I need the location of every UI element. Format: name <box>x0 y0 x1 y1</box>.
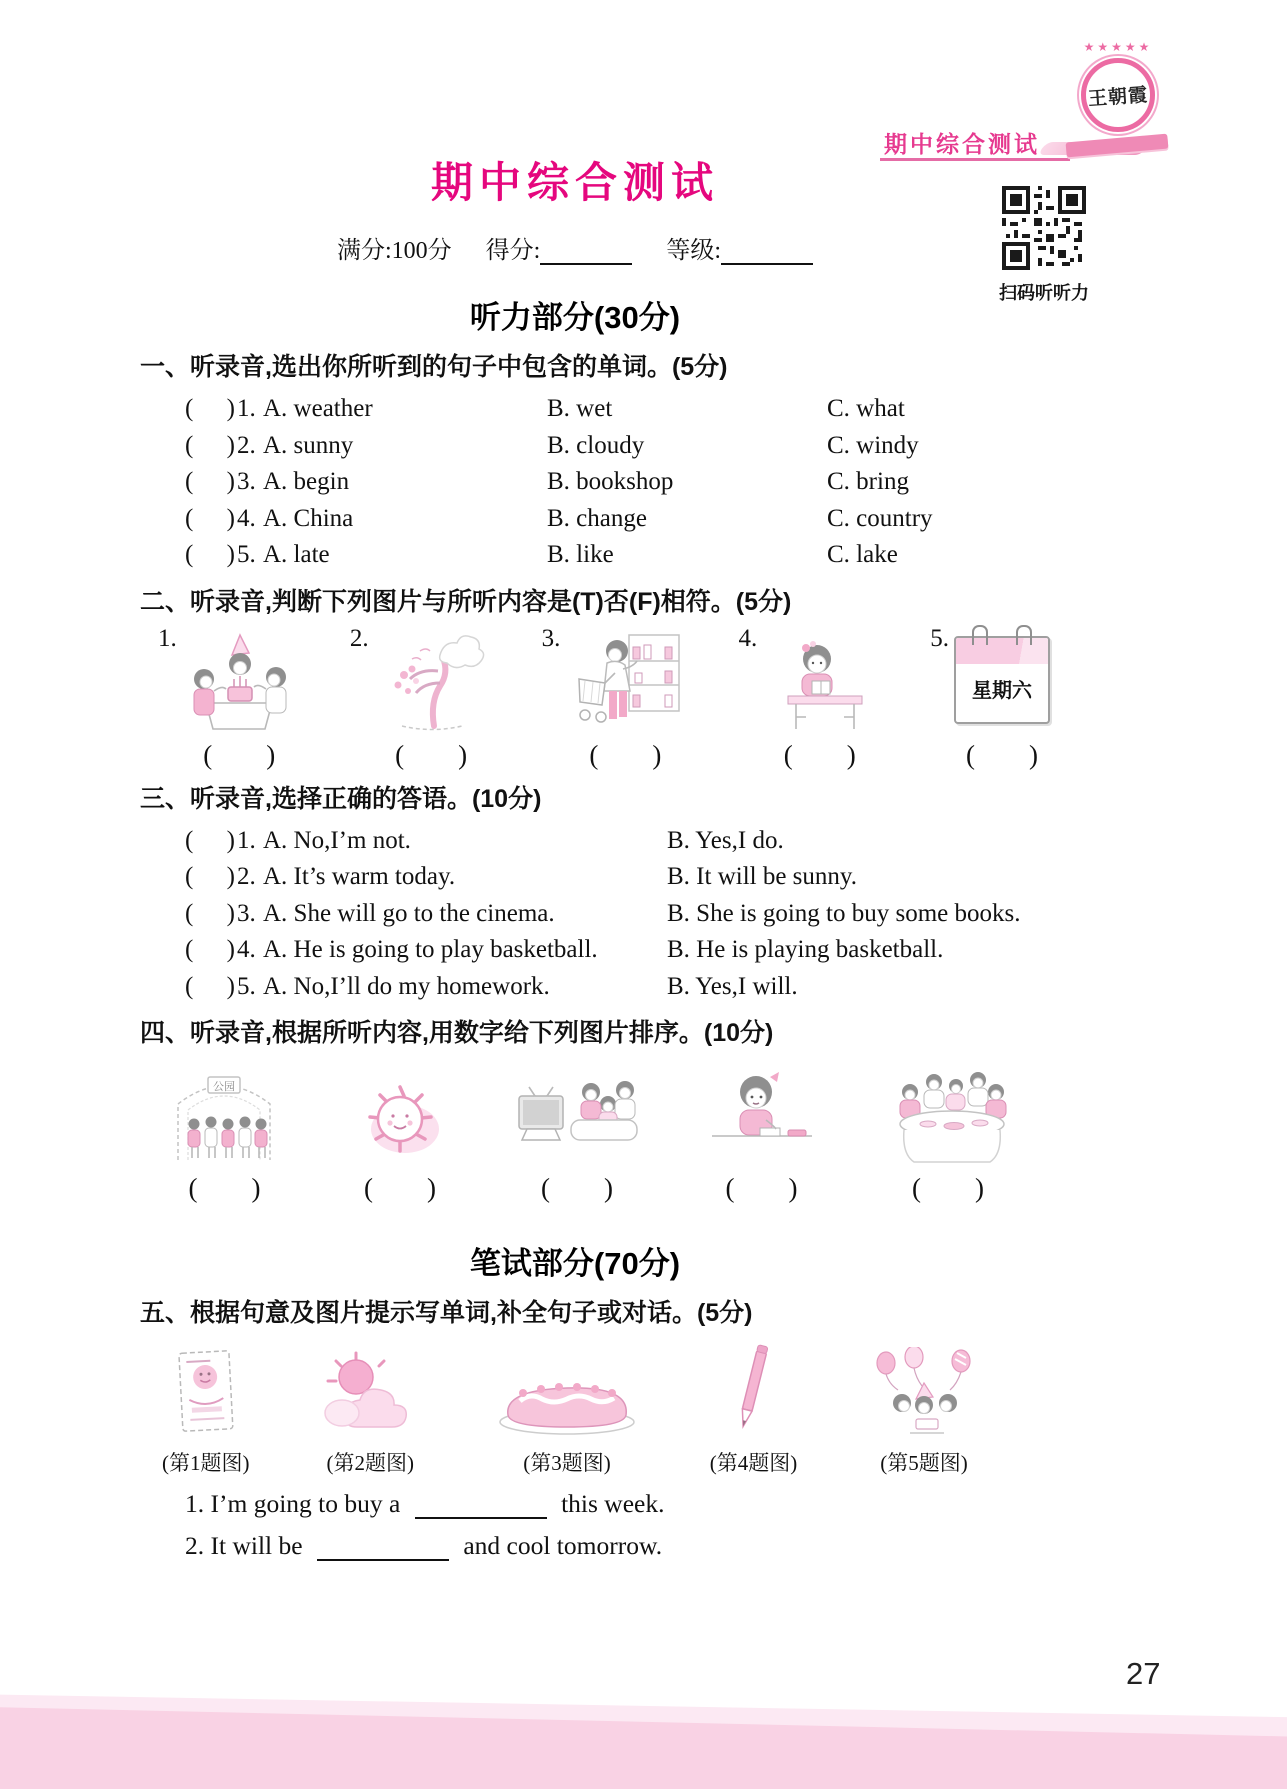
storybook-illustration <box>175 1347 237 1439</box>
s4-item-5 <box>882 1061 1014 1204</box>
s5-item-5 <box>864 1343 984 1477</box>
s3-row <box>140 859 1154 896</box>
sun-illustration <box>350 1067 450 1167</box>
option-b: B. like <box>547 541 614 568</box>
question-number: 1. <box>237 395 256 422</box>
picture-caption: (第3题图) <box>523 1451 611 1475</box>
picture-caption: (第1题图) <box>162 1451 250 1475</box>
park-sign-label: 公园 <box>213 1081 235 1093</box>
s2-picture-row <box>158 626 1050 771</box>
section2-title: 二、听录音,判断下列图片与所听内容是(T)否(F)相符。(5分) <box>140 587 792 616</box>
badge-stars-icon: ★★★★★ <box>1083 40 1153 54</box>
option-c: C. country <box>827 504 933 532</box>
answer-paren: ( ) <box>589 739 662 770</box>
section4-title: 四、听录音,根据所听内容,用数字给下列图片排序。(10分) <box>140 1019 774 1047</box>
brand-badge-title: 王朝霞 <box>1087 84 1149 110</box>
answer-paren: ( ) <box>185 826 235 854</box>
answer-paren: ( ) <box>541 1173 613 1203</box>
answer-blank <box>415 1493 547 1519</box>
girl-writing-illustration <box>704 1062 819 1167</box>
question-number: 3. <box>237 899 256 927</box>
score-field: 得分: <box>486 230 633 265</box>
section5-title: 五、根据句意及图片提示写单词,补全句子或对话。(5分) <box>140 1299 753 1327</box>
s4-item-2 <box>350 1061 450 1204</box>
question-number: 5. <box>237 541 256 568</box>
answer-paren: ( ) <box>203 739 276 770</box>
s4-item-1 <box>162 1061 287 1204</box>
s1-row <box>140 428 1154 465</box>
family-watching-tv-illustration <box>513 1062 641 1167</box>
answer-paren: ( ) <box>364 1173 436 1203</box>
option-b: B. bookshop <box>547 468 674 495</box>
grade-field: 等级: <box>666 230 813 265</box>
question-number: 1. <box>237 826 256 854</box>
picture-number: 3. <box>541 624 561 652</box>
option-b: B. It will be sunny. <box>667 863 858 890</box>
written-heading: 笔试部分(70分) <box>469 1246 681 1281</box>
s3-row <box>140 896 1154 933</box>
option-a: A. He is going to play basketball. <box>263 936 598 963</box>
option-b: B. wet <box>547 395 613 422</box>
answer-paren: ( ) <box>185 468 235 495</box>
option-a: A. sunny <box>263 431 354 459</box>
s1-row <box>140 501 1154 538</box>
answer-paren: ( ) <box>188 1173 261 1203</box>
picture-number: 4. <box>738 624 758 652</box>
s2-item-2 <box>350 626 489 771</box>
corner-tab-title: 期中综合测试 <box>884 131 1040 157</box>
supermarket-shopping-illustration <box>565 629 685 734</box>
option-a: A. No,I’m not. <box>263 826 411 854</box>
answer-paren: ( ) <box>185 972 235 1000</box>
answer-paren: ( ) <box>185 395 235 422</box>
picture-number: 2. <box>349 624 369 652</box>
cake-illustration <box>491 1359 643 1439</box>
option-b: B. cloudy <box>547 431 645 459</box>
option-b: B. change <box>547 504 647 532</box>
question-number: 4. <box>237 504 256 532</box>
s1-row <box>140 537 1154 574</box>
option-a: A. It’s warm today. <box>263 863 456 890</box>
option-a: A. She will go to the cinema. <box>263 899 555 927</box>
pencil-illustration <box>730 1343 778 1439</box>
sentence-post: this week. <box>561 1489 665 1518</box>
question-number: 2. <box>237 863 256 890</box>
cloudy-sun-illustration <box>316 1347 424 1439</box>
sentence-post: and cool tomorrow. <box>463 1531 663 1560</box>
option-a: A. begin <box>263 468 350 495</box>
option-a: A. weather <box>263 395 373 422</box>
answer-paren: ( ) <box>185 431 235 459</box>
s3-row <box>140 823 1154 860</box>
answer-paren: ( ) <box>966 739 1038 770</box>
s5-item-3 <box>491 1343 643 1477</box>
s4-item-3 <box>513 1061 641 1204</box>
sentence-pre: I’m going to buy a <box>210 1489 401 1518</box>
sentence-number: 1. <box>185 1489 205 1518</box>
page-number: 27 <box>1126 1656 1161 1691</box>
answer-paren: ( ) <box>783 739 856 770</box>
s5-item-2 <box>316 1343 424 1477</box>
qr-code-icon <box>1002 186 1086 270</box>
question-number: 3. <box>237 468 256 495</box>
answer-paren: ( ) <box>185 541 235 568</box>
picture-number: 5. <box>930 624 949 652</box>
family-dinner-illustration <box>882 1062 1014 1167</box>
answer-paren: ( ) <box>912 1173 984 1203</box>
question-number: 4. <box>237 936 256 963</box>
calendar-day-label: 星期六 <box>972 680 1032 702</box>
answer-paren: ( ) <box>185 863 235 890</box>
sentence-pre: It will be <box>210 1531 303 1560</box>
picture-caption: (第4题图) <box>709 1451 798 1475</box>
calendar-illustration <box>954 636 1050 724</box>
question-number: 5. <box>237 972 256 1000</box>
full-score-label: 满分:100分 <box>336 238 452 264</box>
s2-item-4 <box>738 626 877 771</box>
grade-blank <box>721 241 813 265</box>
option-c: C. what <box>827 395 905 422</box>
windy-tree-illustration <box>374 629 489 734</box>
picture-caption: (第2题图) <box>326 1451 414 1475</box>
option-b: B. She is going to buy some books. <box>667 899 1021 927</box>
s2-item-1 <box>158 626 297 771</box>
sentence-number: 2. <box>185 1531 205 1560</box>
fill-in-sentence-1 <box>185 1489 1154 1519</box>
qr-caption: 扫码听听力 <box>999 283 1089 303</box>
s4-picture-row <box>162 1061 1014 1204</box>
option-a: A. China <box>263 504 354 532</box>
answer-paren: ( ) <box>395 739 468 770</box>
answer-paren: ( ) <box>185 899 235 927</box>
question-number: 2. <box>237 431 256 459</box>
answer-blank <box>317 1535 449 1561</box>
s2-item-5 <box>930 626 1050 771</box>
s1-row <box>140 464 1154 501</box>
option-c: C. windy <box>827 431 919 459</box>
s3-row <box>140 969 1154 1006</box>
birthday-party-illustration <box>182 629 297 734</box>
s4-item-4 <box>704 1061 819 1204</box>
answer-paren: ( ) <box>725 1173 798 1203</box>
option-b: B. He is playing basketball. <box>667 936 944 963</box>
answer-paren: ( ) <box>185 936 235 963</box>
fill-in-sentence-2 <box>185 1531 1154 1561</box>
girl-reading-illustration <box>762 629 877 734</box>
s5-item-1 <box>162 1343 250 1477</box>
content <box>140 292 1154 1561</box>
s3-row <box>140 932 1154 969</box>
balloon-party-illustration <box>864 1347 984 1439</box>
calendar-ring-icon <box>972 625 988 645</box>
option-a: A. No,I’ll do my homework. <box>263 972 550 1000</box>
qr-block <box>1000 186 1088 305</box>
page-title: 期中综合测试 <box>430 159 719 206</box>
s5-picture-row <box>162 1343 984 1477</box>
option-b: B. Yes,I do. <box>667 826 784 854</box>
section1-title: 一、听录音,选出你所听到的句子中包含的单词。(5分) <box>140 353 728 381</box>
option-c: C. lake <box>827 541 898 568</box>
picture-caption: (第5题图) <box>880 1451 968 1475</box>
option-c: C. bring <box>827 468 909 495</box>
brand-badge <box>1081 58 1155 132</box>
score-blank <box>540 241 632 265</box>
s5-item-4 <box>710 1343 798 1477</box>
s1-row <box>140 391 1154 428</box>
score-meta-row <box>140 230 1010 265</box>
s2-item-3 <box>542 626 686 771</box>
section3-title: 三、听录音,选择正确的答语。(10分) <box>140 784 542 813</box>
park-entrance-illustration <box>162 1062 287 1167</box>
calendar-ring-icon <box>1016 625 1032 645</box>
picture-number: 1. <box>158 624 177 652</box>
listening-heading: 听力部分(30分) <box>469 300 681 335</box>
answer-paren: ( ) <box>185 504 235 532</box>
option-b: B. Yes,I will. <box>667 972 798 1000</box>
option-a: A. late <box>263 541 330 568</box>
